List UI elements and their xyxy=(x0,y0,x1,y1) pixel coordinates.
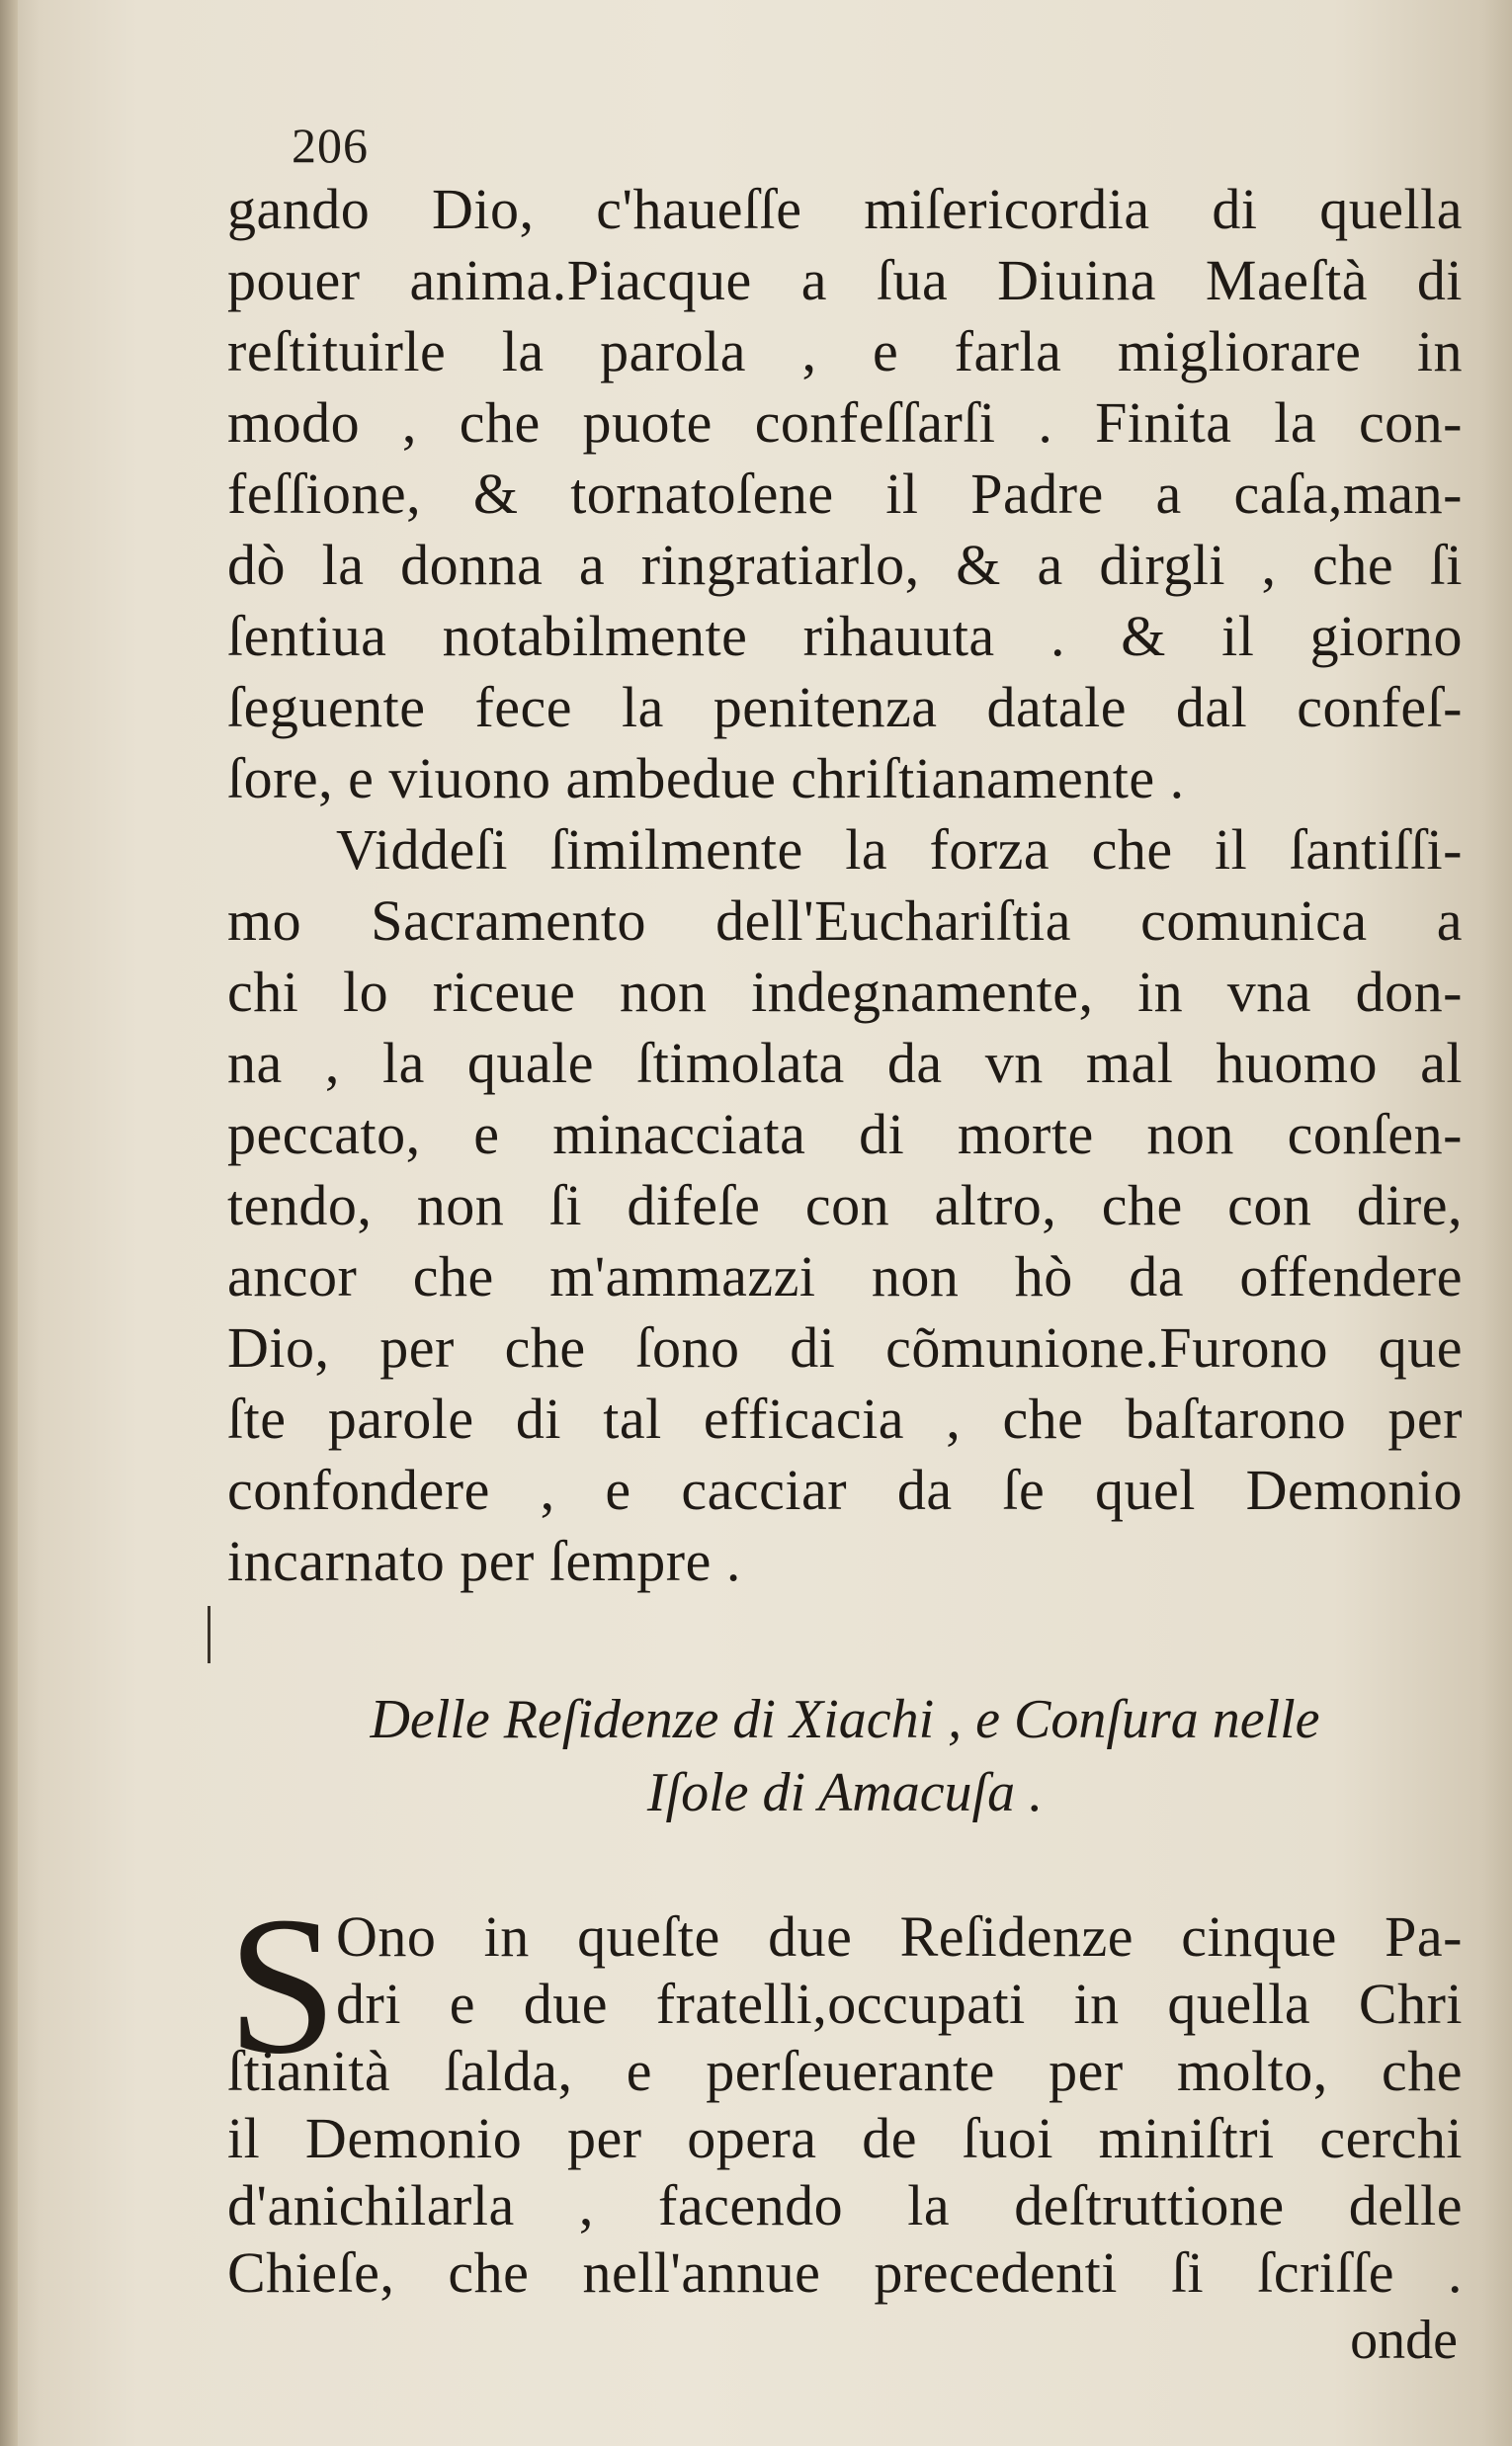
text-line: ſore, e viuono ambedue chriſtianamente . xyxy=(227,746,1185,810)
page-number: 206 xyxy=(292,118,369,173)
text-line: chi lo riceue non indegnamente, in vna don- xyxy=(227,960,1463,1024)
text-line: Dio, per che ſono di cõmunione.Furono que xyxy=(227,1315,1463,1380)
text-line: Viddeſi ſimilmente la forza che il ſantiſſi- xyxy=(336,817,1463,882)
text-line: Ono in queſte due Reſidenze cinque Pa- xyxy=(336,1904,1463,1969)
text-line: dò la donna a ringratiarlo, & a dirgli , che ſi xyxy=(227,533,1463,597)
text-line: dri e due fratelli,occupati in quella Chri xyxy=(336,1972,1463,2036)
text-line: pouer anima.Piacque a ſua Diuina Maeſtà di xyxy=(227,248,1463,312)
section-heading-line: Iſole di Amacuſa . xyxy=(646,1762,1044,1823)
text-line: ſte parole di tal efficacia , che baſtarono per xyxy=(227,1387,1463,1451)
text-line: d'anichilarla , facendo la deſtruttione delle xyxy=(227,2173,1463,2237)
catchword: onde xyxy=(1350,2310,1458,2371)
text-line: Chieſe, che nell'annue precedenti ſi ſcriſſe . xyxy=(227,2240,1463,2305)
text-line: reſtituirle la parola , e farla migliorare in xyxy=(227,319,1463,383)
text-line: ancor che m'ammazzi non hò da offendere xyxy=(227,1244,1463,1308)
text-line: mo Sacramento dell'Euchariſtia comunica a xyxy=(227,888,1463,953)
text-line: modo , che puote confeſſarſi . Finita la con- xyxy=(227,390,1463,455)
section-heading-line: Delle Reſidenze di Xiachi , e Conſura nelle xyxy=(370,1689,1320,1750)
text-line: ſeguente fece la penitenza datale dal confeſ- xyxy=(227,675,1463,739)
text-line: gando Dio, c'haueſſe miſericordia di quella xyxy=(227,177,1463,241)
text-line: tendo, non ſi difeſe con altro, che con dire, xyxy=(227,1173,1463,1237)
text-line: confondere , e cacciar da ſe quel Demonio xyxy=(227,1458,1463,1522)
text-line: il Demonio per opera de ſuoi miniſtri cerchi xyxy=(227,2106,1463,2170)
text-line: feſſione, & tornatoſene il Padre a caſa,man- xyxy=(227,462,1463,526)
drop-cap: S xyxy=(227,1877,338,2095)
margin-mark xyxy=(208,1606,210,1663)
text-line: peccato, e minacciata di morte non conſen- xyxy=(227,1102,1463,1166)
text-line: ſentiua notabilmente rihauuta . & il giorno xyxy=(227,604,1463,668)
text-line: na , la quale ſtimolata da vn mal huomo al xyxy=(227,1031,1463,1095)
text-line: incarnato per ſempre . xyxy=(227,1529,741,1593)
text-line: ſtianità ſalda, e perſeuerante per molto, che xyxy=(227,2039,1463,2103)
